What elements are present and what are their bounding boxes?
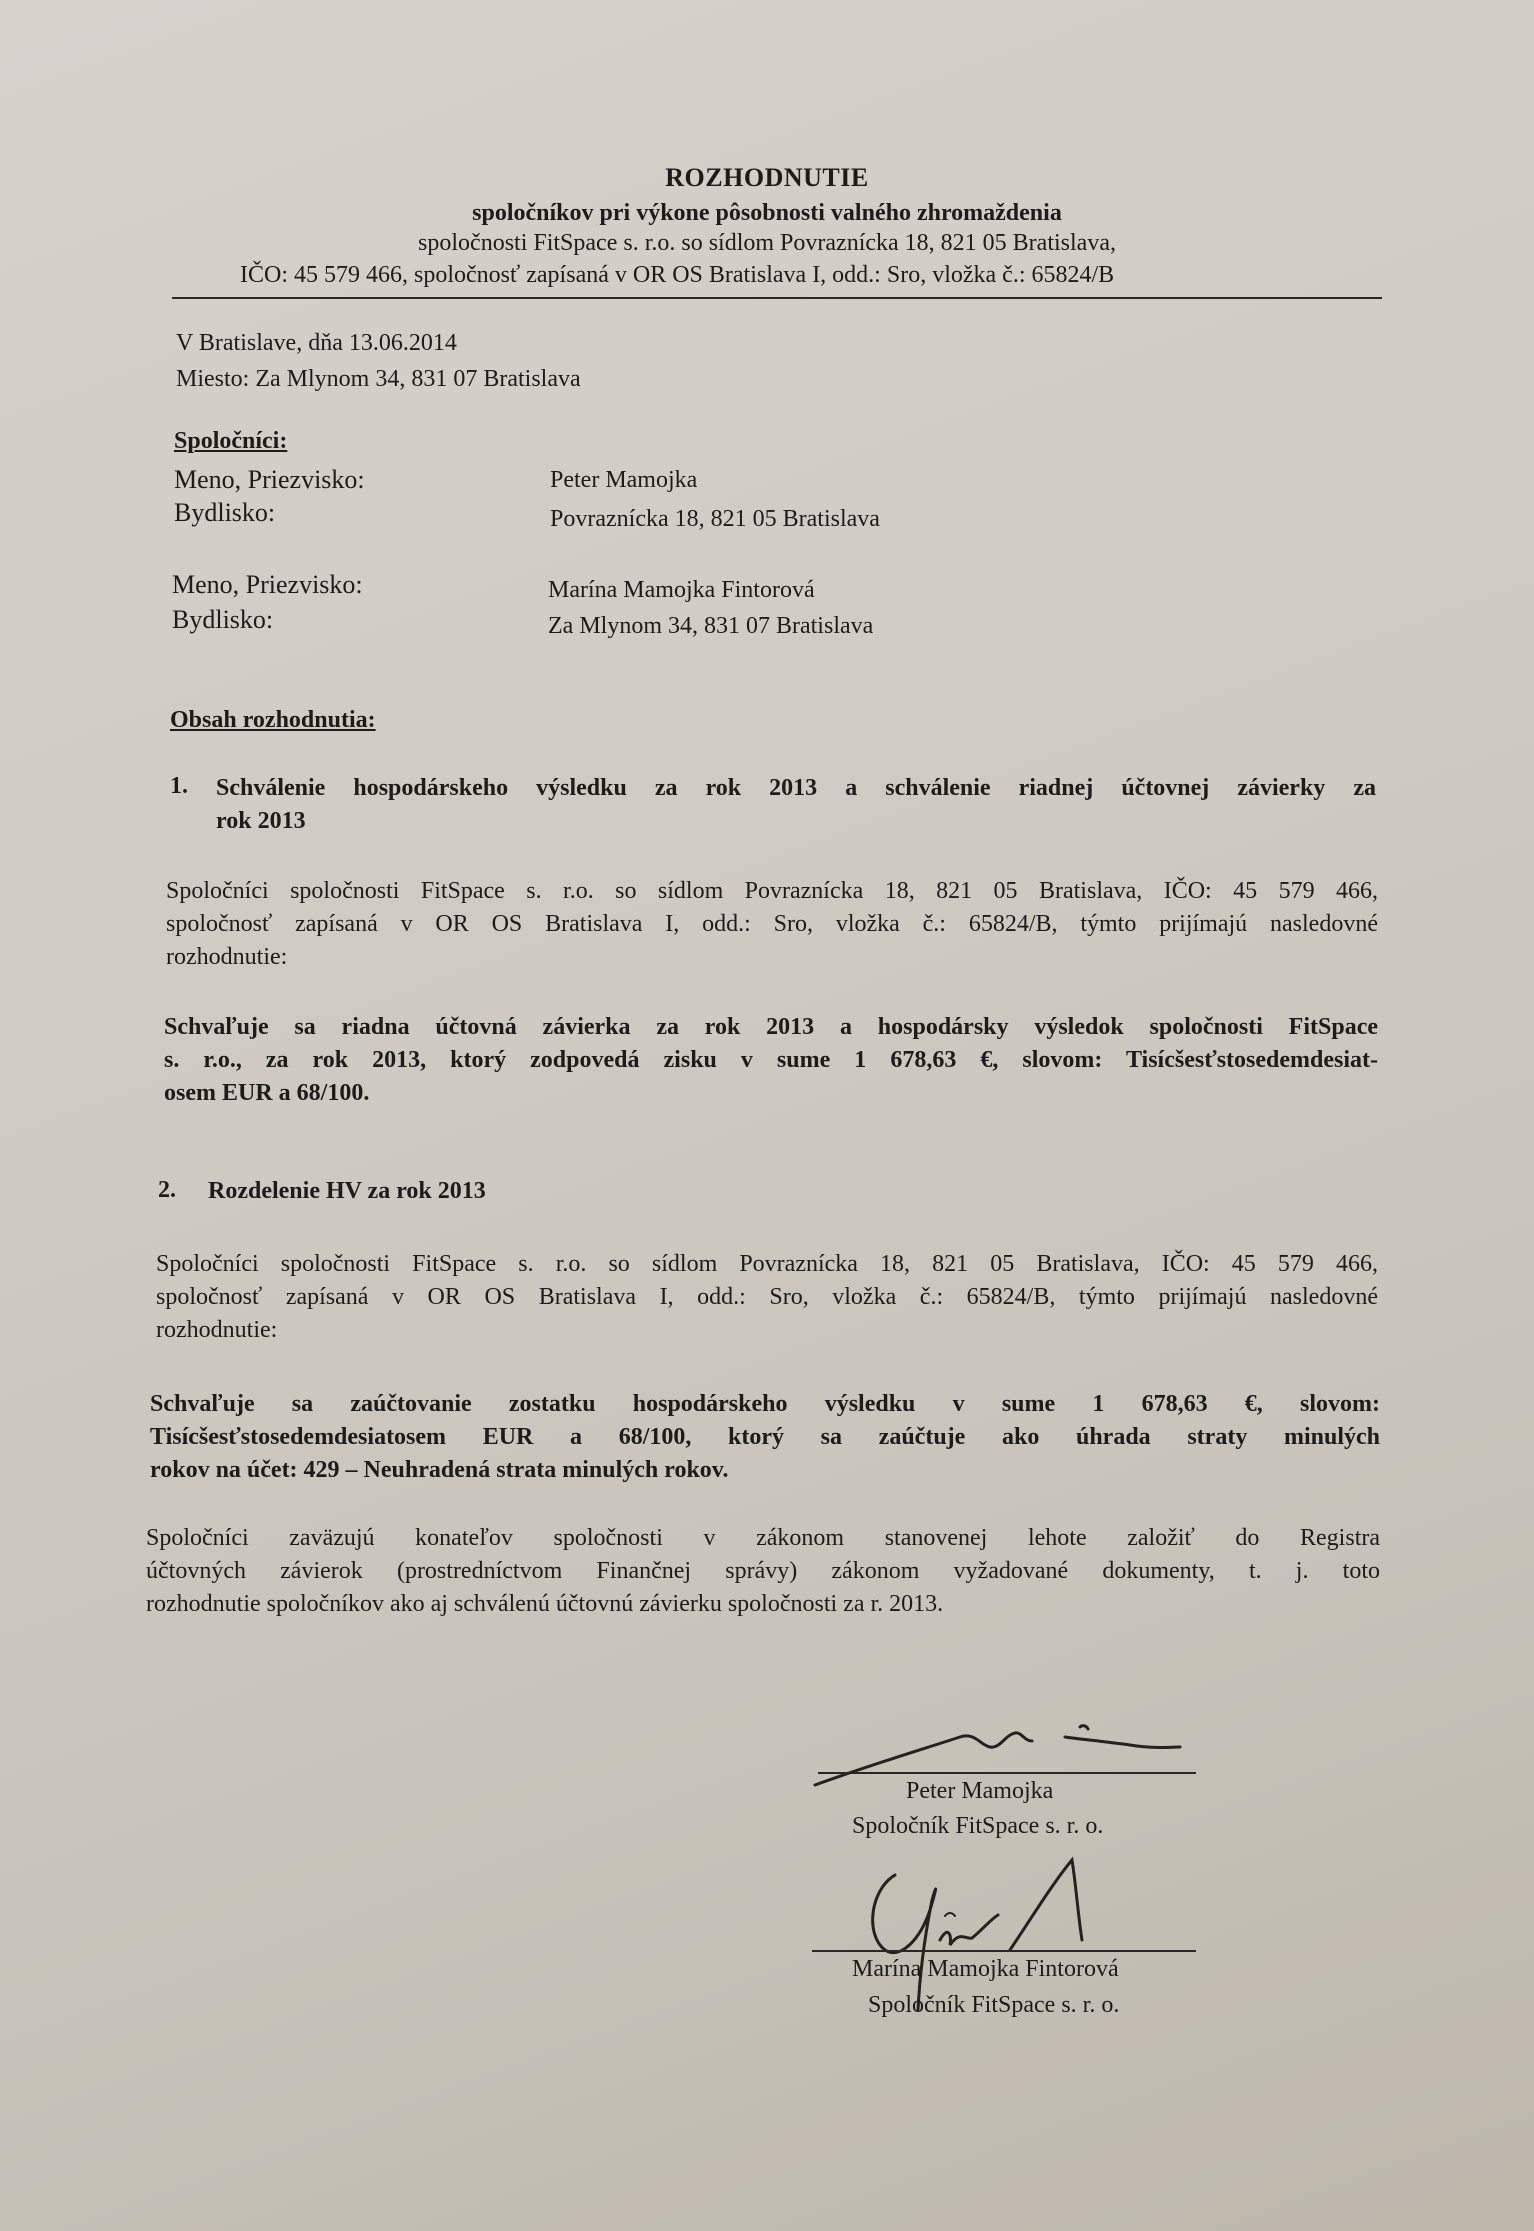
- partner-2-address: Za Mlynom 34, 831 07 Bratislava: [548, 613, 874, 639]
- partner-2-name: Marína Mamojka Fintorová: [548, 577, 815, 603]
- partner-1-name: Peter Mamojka: [550, 467, 698, 493]
- item-2-resolution-line1: Schvaľuje sa zaúčtovanie zostatku hospodárskeho výsledku v sume 1 678,63 €, slovom:: [150, 1391, 1380, 1417]
- closing-line3: rozhodnutie spoločníkov ako aj schválenú účtovnú závierku spoločnosti za r. 2013.: [146, 1591, 944, 1617]
- item-1-resolution-line1: Schvaľuje sa riadna účtovná závierka za rok 2013 a hospodársky výsledok spoločnosti FitSpace: [164, 1014, 1378, 1040]
- document-title: ROZHODNUTIE: [665, 163, 869, 192]
- header-divider: [172, 297, 1382, 299]
- item-1-intro-line1: Spoločníci spoločnosti FitSpace s. r.o. so sídlom Povraznícka 18, 821 05 Bratislava, IČO: 45 579 466,: [166, 878, 1378, 904]
- company-line: spoločnosti FitSpace s. r.o. so sídlom Povraznícka 18, 821 05 Bratislava,: [418, 230, 1116, 256]
- item-2-intro-line1: Spoločníci spoločnosti FitSpace s. r.o. so sídlom Povraznícka 18, 821 05 Bratislava, IČO: 45 579 466,: [156, 1251, 1378, 1277]
- item-1-title-line2: rok 2013: [216, 808, 306, 834]
- partner-1-name-label: Meno, Priezvisko:: [174, 465, 365, 494]
- item-2-resolution-line3: rokov na účet: 429 – Neuhradená strata minulých rokov.: [150, 1457, 729, 1483]
- signature-2-role: Spoločník FitSpace s. r. o.: [868, 1992, 1120, 2018]
- item-2-intro-line2: spoločnosť zapísaná v OR OS Bratislava I, odd.: Sro, vložka č.: 65824/B, týmto prijímajú nasledovné: [156, 1284, 1378, 1310]
- item-1-resolution-line3: osem EUR a 68/100.: [164, 1080, 370, 1106]
- document-subtitle: spoločníkov pri výkone pôsobnosti valného zhromaždenia: [472, 200, 1062, 226]
- signature-1-role: Spoločník FitSpace s. r. o.: [852, 1813, 1104, 1839]
- partner-2-address-label: Bydlisko:: [172, 605, 274, 634]
- partners-heading: Spoločníci:: [174, 428, 288, 454]
- item-1-intro-line3: rozhodnutie:: [166, 944, 288, 970]
- signature-2-name: Marína Mamojka Fintorová: [852, 1956, 1119, 1982]
- item-2-title: Rozdelenie HV za rok 2013: [208, 1178, 486, 1204]
- partner-2-name-label: Meno, Priezvisko:: [172, 570, 363, 599]
- partner-1-address-label: Bydlisko:: [174, 498, 276, 527]
- content-heading: Obsah rozhodnutia:: [170, 707, 376, 733]
- item-1-title-line1: Schválenie hospodárskeho výsledku za rok 2013 a schválenie riadnej účtovnej závierky za: [216, 775, 1376, 801]
- date-line: V Bratislave, dňa 13.06.2014: [176, 330, 457, 356]
- signature-1-name: Peter Mamojka: [906, 1778, 1054, 1804]
- ico-line: IČO: 45 579 466, spoločnosť zapísaná v OR OS Bratislava I, odd.: Sro, vložka č.: 65824/B: [240, 262, 1115, 288]
- item-2-resolution-line2: Tisícšesťstosedemdesiatosem EUR a 68/100, ktorý sa zaúčtuje ako úhrada straty minulých: [150, 1424, 1380, 1450]
- closing-line2: účtovných závierok (prostredníctvom Finančnej správy) zákonom vyžadované dokumenty, t. j. toto: [146, 1558, 1380, 1584]
- item-2-intro-line3: rozhodnutie:: [156, 1317, 278, 1343]
- partner-1-address: Povraznícka 18, 821 05 Bratislava: [550, 506, 880, 532]
- place-line: Miesto: Za Mlynom 34, 831 07 Bratislava: [176, 366, 581, 392]
- closing-line1: Spoločníci zaväzujú konateľov spoločnosti v zákonom stanovenej lehote založiť do Registra: [146, 1525, 1380, 1551]
- item-1-number: 1.: [170, 773, 188, 799]
- item-1-intro-line2: spoločnosť zapísaná v OR OS Bratislava I, odd.: Sro, vložka č.: 65824/B, týmto prijímajú nasledovné: [166, 911, 1378, 937]
- item-1-resolution-line2: s. r.o., za rok 2013, ktorý zodpovedá zisku v sume 1 678,63 €, slovom: Tisícšesťstosedemdesiat-: [164, 1047, 1378, 1073]
- item-2-number: 2.: [158, 1177, 176, 1203]
- signature-1-line: [818, 1772, 1196, 1774]
- signature-2-line: [812, 1950, 1196, 1952]
